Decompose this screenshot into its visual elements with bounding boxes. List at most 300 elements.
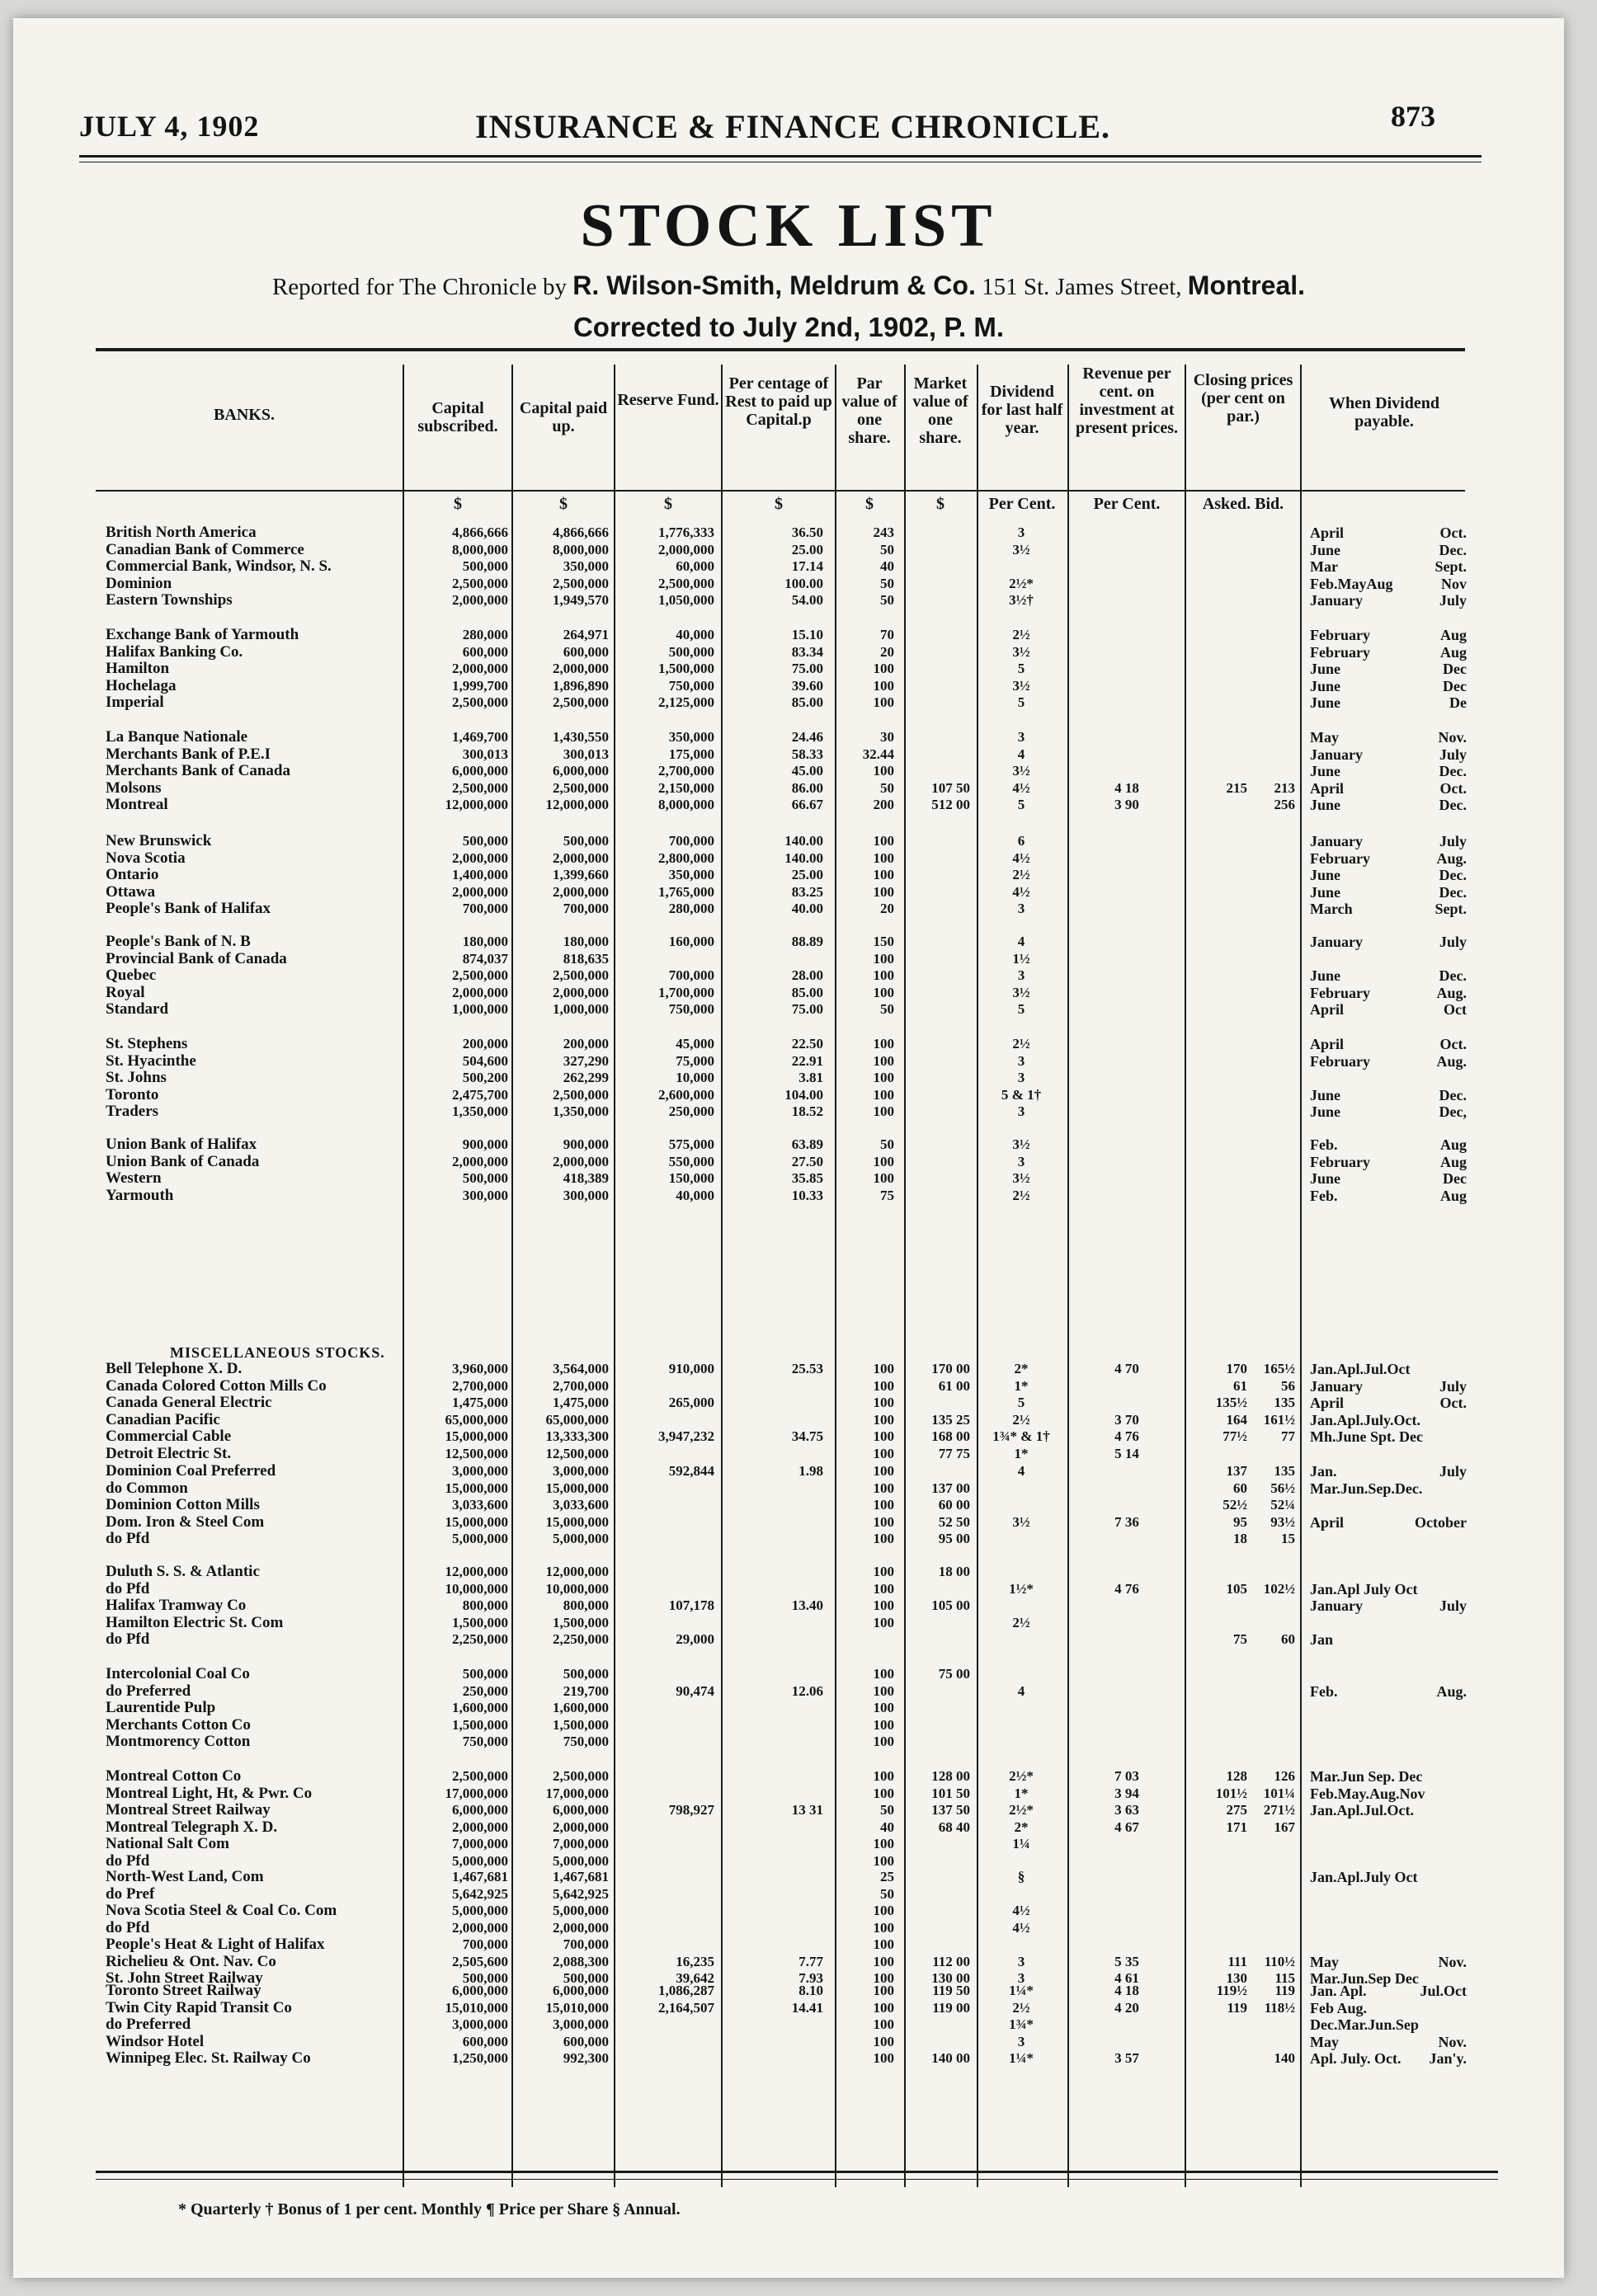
cell-par: 100 <box>873 1666 894 1682</box>
row-name: Twin City Rapid Transit Co <box>106 1998 292 2016</box>
cell-par: 100 <box>873 1153 894 1169</box>
cell-when-2: Dec. <box>1439 541 1467 558</box>
cell-mv: 95 00 <box>938 1531 970 1546</box>
row-name: do Preferred <box>106 1682 191 1700</box>
cell-pc: 104.00 <box>784 1086 823 1103</box>
cell-mv: 128 00 <box>931 1768 970 1784</box>
cell-pc: 27.50 <box>791 1153 823 1169</box>
cell-cs: 2,000,000 <box>452 592 508 608</box>
col-divider <box>1185 365 1186 2187</box>
cell-when-1: June <box>1310 1103 1341 1120</box>
cell-cs: 2,000,000 <box>452 883 508 900</box>
cell-dv: 3½ <box>1012 763 1030 779</box>
cell-when-1: Jan.Apl July Oct <box>1310 1580 1418 1597</box>
cell-dv: 4½ <box>1012 849 1030 866</box>
cell-ask: 128 <box>1226 1768 1247 1784</box>
cell-cp: 1,896,890 <box>553 677 609 694</box>
cell-par: 100 <box>873 1983 894 1998</box>
row-name: St. Stephens <box>106 1035 188 1052</box>
cell-cp: 1,500,000 <box>553 1716 609 1733</box>
cell-ask: 164 <box>1226 1411 1247 1428</box>
cell-when-2: Aug. <box>1436 849 1467 867</box>
cell-when-1: February <box>1310 627 1370 643</box>
row-name: Nova Scotia Steel & Coal Co. Com <box>106 1902 337 1919</box>
cell-dv: 3 <box>1017 1052 1025 1069</box>
cell-when-2: Aug <box>1439 627 1467 643</box>
cell-pc: 58.33 <box>791 746 823 762</box>
cell-cp: 1,600,000 <box>553 1700 609 1715</box>
cell-when-2: De <box>1449 694 1467 711</box>
cell-cp: 818,635 <box>563 950 609 967</box>
cell-pc: 63.89 <box>791 1136 823 1152</box>
cell-dv: 5 & 1† <box>1001 1086 1042 1103</box>
cell-par: 100 <box>873 1564 894 1579</box>
cell-cp: 2,700,000 <box>553 1377 609 1394</box>
cell-ask: 130 <box>1226 1970 1247 1986</box>
cell-cs: 1,500,000 <box>452 1614 508 1630</box>
cell-when-2: Aug <box>1439 643 1467 661</box>
cell-cp: 262,299 <box>563 1070 609 1085</box>
cell-cp: 2,000,000 <box>553 849 609 866</box>
cell-bid: 271½ <box>1263 1802 1295 1818</box>
cell-when-2: July <box>1439 746 1467 763</box>
corrected-date: Corrected to July 2nd, 1902, P. M. <box>572 312 1005 342</box>
row-name: Hamilton <box>106 660 170 677</box>
cell-rf: 1,776,333 <box>658 525 714 540</box>
cell-rf: 550,000 <box>668 1153 714 1169</box>
cell-pc: 12.06 <box>791 1682 823 1699</box>
cell-dv: 2½* <box>1009 575 1034 591</box>
cell-mv: 60 00 <box>938 1497 970 1513</box>
unit-cap-sub: $ <box>454 495 462 513</box>
cell-cp: 264,971 <box>563 627 609 642</box>
cell-when-2: Aug. <box>1436 1052 1467 1070</box>
row-name: Eastern Townships <box>106 591 233 609</box>
cell-when-1: June <box>1310 661 1341 677</box>
cell-ask: 170 <box>1226 1361 1247 1376</box>
row-name: Union Bank of Halifax <box>106 1136 257 1153</box>
cell-pc: 25.00 <box>791 867 823 882</box>
cell-when-1: Mar.Jun.Sep Dec <box>1310 1970 1419 1987</box>
cell-cp: 900,000 <box>563 1136 609 1152</box>
cell-cp: 2,000,000 <box>553 984 609 1000</box>
cell-ask: 215 <box>1226 779 1247 796</box>
row-name: Montreal Cotton Co <box>106 1767 242 1785</box>
cell-when-1: Dec.Mar.Jun.Sep <box>1310 2016 1419 2033</box>
row-name: Intercolonial Coal Co <box>106 1665 250 1682</box>
cell-cp: 2,500,000 <box>553 694 609 710</box>
cell-dv: 3½ <box>1012 643 1030 660</box>
col-divider <box>1300 365 1302 2187</box>
row-name: Ontario <box>106 866 159 883</box>
cell-par: 40 <box>880 1818 894 1835</box>
cell-cp: 15,010,000 <box>545 1999 609 2016</box>
cell-cp: 2,000,000 <box>553 1153 609 1169</box>
cell-rv: 7 03 <box>1114 1768 1139 1784</box>
cell-dv: 2* <box>1014 1361 1029 1376</box>
row-name: Canada Colored Cotton Mills Co <box>106 1376 327 1395</box>
cell-bid: 52¼ <box>1270 1497 1295 1513</box>
cell-mv: 140 00 <box>931 2050 970 2066</box>
cell-cp: 600,000 <box>563 2033 609 2049</box>
cell-ask: 137 <box>1226 1463 1247 1479</box>
cell-when-2: Oct. <box>1439 1395 1467 1411</box>
cell-cs: 2,000,000 <box>452 1818 508 1835</box>
cell-dv: 3 <box>1017 1153 1025 1169</box>
cell-cs: 1,600,000 <box>452 1700 508 1715</box>
cell-when-1: June <box>1310 763 1341 779</box>
cell-dv: 2½* <box>1009 1768 1034 1784</box>
col-head-name: BANKS. <box>214 406 275 424</box>
cell-pc: 1.98 <box>798 1463 823 1479</box>
row-name: Montreal Light, Ht, & Pwr. Co <box>106 1784 313 1802</box>
cell-cs: 6,000,000 <box>452 1802 508 1818</box>
row-name: Bell Telephone X. D. <box>106 1360 243 1377</box>
cell-par: 100 <box>873 1836 894 1851</box>
cell-pc: 39.60 <box>791 677 823 694</box>
cell-when-1: Feb. <box>1310 1136 1338 1153</box>
cell-when-2: Dec <box>1443 677 1467 694</box>
cell-when-2: Dec <box>1443 661 1467 677</box>
cell-dv: § <box>1017 1869 1025 1884</box>
cell-par: 100 <box>873 1480 894 1496</box>
row-name: do Pfd <box>106 1579 150 1597</box>
cell-cs: 1,999,700 <box>452 677 508 694</box>
cell-cp: 350,000 <box>563 558 609 574</box>
cell-ask: 119½ <box>1216 1983 1247 1998</box>
unit-par: $ <box>865 495 874 513</box>
cell-when-2: July <box>1439 934 1467 950</box>
cell-par: 100 <box>873 1070 894 1085</box>
cell-ask: 275 <box>1226 1802 1247 1818</box>
cell-cp: 992,300 <box>563 2050 609 2066</box>
cell-par: 40 <box>880 558 894 574</box>
row-name: Montreal Telegraph X. D. <box>106 1818 278 1836</box>
cell-when-1: June <box>1310 541 1341 558</box>
cell-par: 100 <box>873 1445 894 1461</box>
cell-bid: 126 <box>1274 1768 1295 1784</box>
cell-cs: 750,000 <box>462 1734 508 1749</box>
cell-rf: 2,150,000 <box>658 779 714 796</box>
col-divider <box>904 365 906 2187</box>
row-name: do Common <box>106 1479 188 1497</box>
col-head-market: Market value of one share. <box>912 374 968 447</box>
cell-cp: 418,389 <box>563 1170 609 1186</box>
row-name: Merchants Bank of P.E.I <box>106 745 271 763</box>
cell-par: 243 <box>873 525 894 540</box>
cell-cp: 12,000,000 <box>545 1564 609 1579</box>
cell-when-2: Oct. <box>1439 779 1467 797</box>
col-head-cap-sub: Capital subscribed. <box>417 399 498 435</box>
row-name: Imperial <box>106 694 164 711</box>
unit-cap-paid: $ <box>559 495 568 513</box>
cell-cp: 1,000,000 <box>553 1001 609 1017</box>
cell-rf: 1,500,000 <box>658 661 714 676</box>
cell-cp: 2,500,000 <box>553 575 609 591</box>
row-name: Montmorency Cotton <box>106 1733 251 1750</box>
cell-par: 50 <box>880 541 894 558</box>
cell-when-1: January <box>1310 1597 1364 1614</box>
cell-pc: 85.00 <box>791 694 823 710</box>
cell-pc: 13 31 <box>791 1802 823 1818</box>
cell-par: 100 <box>873 1395 894 1410</box>
cell-when-2: July <box>1439 833 1467 849</box>
cell-dv: 3 <box>1017 525 1025 540</box>
cell-mv: 68 40 <box>938 1818 970 1835</box>
cell-cp: 219,700 <box>563 1682 609 1699</box>
cell-par: 50 <box>880 575 894 591</box>
cell-cs: 12,500,000 <box>445 1445 508 1461</box>
cell-cp: 750,000 <box>563 1734 609 1749</box>
cell-dv: 5 <box>1017 1001 1025 1017</box>
cell-pc: 100.00 <box>784 575 823 591</box>
row-name: La Banque Nationale <box>106 728 248 746</box>
cell-when-2: Dec. <box>1439 763 1467 779</box>
row-name: Dom. Iron & Steel Com <box>106 1513 265 1531</box>
cell-cp: 327,290 <box>563 1052 609 1069</box>
cell-pc: 24.46 <box>791 729 823 745</box>
cell-when-1: April <box>1310 1395 1345 1411</box>
cell-cs: 2,505,600 <box>452 1953 508 1969</box>
cell-cp: 6,000,000 <box>553 763 609 779</box>
cell-rv: 3 94 <box>1114 1785 1139 1801</box>
row-name: New Brunswick <box>106 832 212 849</box>
cell-cs: 5,000,000 <box>452 1852 508 1869</box>
cell-rf: 350,000 <box>668 867 714 882</box>
cell-when-1: April <box>1310 779 1345 797</box>
cell-par: 100 <box>873 1428 894 1444</box>
cell-cs: 2,000,000 <box>452 661 508 676</box>
cell-rf: 40,000 <box>676 1187 714 1203</box>
cell-cp: 200,000 <box>563 1036 609 1052</box>
cell-pc: 140.00 <box>784 849 823 866</box>
cell-par: 100 <box>873 1497 894 1513</box>
cell-cp: 2,500,000 <box>553 967 609 983</box>
cell-when-2: Aug <box>1439 1136 1467 1153</box>
cell-rv: 5 35 <box>1114 1953 1139 1969</box>
cell-dv: 6 <box>1017 833 1025 849</box>
cell-dv: 1* <box>1014 1445 1029 1461</box>
cell-par: 25 <box>880 1869 894 1884</box>
cell-dv: 3 <box>1017 1953 1025 1969</box>
cell-when-2: Jul.Oct <box>1420 1983 1467 1999</box>
cell-when-1: May <box>1310 2033 1339 2050</box>
cell-par: 100 <box>873 1903 894 1918</box>
cell-cs: 300,000 <box>462 1187 508 1203</box>
cell-rf: 1,700,000 <box>658 984 714 1000</box>
row-name: North-West Land, Com <box>106 1868 264 1885</box>
cell-when-1: Mar.Jun Sep. Dec <box>1310 1768 1423 1785</box>
subtitle-address: 151 St. James Street, <box>982 274 1182 300</box>
cell-pc: 66.67 <box>791 797 823 812</box>
cell-rf: 1,086,287 <box>658 1983 714 1998</box>
cell-rv: 4 76 <box>1114 1428 1139 1444</box>
cell-cp: 300,013 <box>563 746 609 762</box>
cell-pc: 75.00 <box>791 1001 823 1017</box>
cell-cp: 600,000 <box>563 643 609 660</box>
cell-rf: 350,000 <box>668 729 714 745</box>
cell-when-1: February <box>1310 849 1370 867</box>
cell-dv: 2½ <box>1012 1036 1030 1052</box>
cell-ask: 105 <box>1226 1580 1247 1597</box>
cell-par: 100 <box>873 1597 894 1613</box>
cell-par: 100 <box>873 1970 894 1986</box>
cell-cp: 500,000 <box>563 833 609 849</box>
cell-when-1: Apl. July. Oct. <box>1310 2050 1401 2067</box>
row-name: Toronto Street Railway <box>106 1982 261 1999</box>
unit-market: $ <box>936 495 945 513</box>
cell-bid: 135 <box>1274 1463 1295 1479</box>
col-divider <box>977 365 978 2187</box>
cell-when-2: July <box>1439 1597 1467 1614</box>
cell-bid: 56½ <box>1270 1480 1295 1496</box>
cell-pc: 40.00 <box>791 901 823 916</box>
cell-when-2: Dec, <box>1439 1103 1467 1120</box>
col-head-dividend: Dividend for last half year. <box>981 383 1063 437</box>
cell-dv: 5 <box>1017 1395 1025 1410</box>
cell-rv: 4 70 <box>1114 1361 1139 1376</box>
cell-bid: 15 <box>1281 1531 1295 1546</box>
cell-cs: 900,000 <box>462 1136 508 1152</box>
cell-rf: 2,000,000 <box>658 541 714 558</box>
cell-cs: 10,000,000 <box>445 1580 508 1597</box>
cell-when-2: Aug <box>1439 1187 1467 1204</box>
cell-bid: 102½ <box>1263 1580 1295 1597</box>
cell-rv: 3 70 <box>1114 1411 1139 1428</box>
cell-rf: 2,164,507 <box>658 1999 714 2016</box>
cell-par: 100 <box>873 1999 894 2016</box>
cell-dv: 1¼* <box>1009 1983 1034 1998</box>
cell-rv: 3 90 <box>1114 797 1139 812</box>
table-bottom-rule <box>96 2171 1498 2173</box>
cell-cs: 1,467,681 <box>452 1869 508 1884</box>
cell-pc: 88.89 <box>791 934 823 949</box>
cell-cs: 300,013 <box>462 746 508 762</box>
cell-cs: 500,200 <box>462 1070 508 1085</box>
cell-cs: 8,000,000 <box>452 541 508 558</box>
cell-cs: 2,500,000 <box>452 967 508 983</box>
unit-pct: $ <box>775 495 783 513</box>
cell-pc: 75.00 <box>791 661 823 676</box>
cell-when-1: January <box>1310 592 1364 609</box>
row-name: do Pfd <box>106 1630 150 1648</box>
cell-cp: 17,000,000 <box>545 1785 609 1801</box>
row-name: Ottawa <box>106 882 156 901</box>
cell-when-1: February <box>1310 643 1370 661</box>
row-name: Yarmouth <box>106 1186 174 1204</box>
cell-pc: 8.10 <box>798 1983 823 1998</box>
cell-cs: 2,700,000 <box>452 1377 508 1394</box>
row-name: Halifax Banking Co. <box>106 642 243 661</box>
cell-dv: 4 <box>1017 746 1025 762</box>
cell-cs: 600,000 <box>462 643 508 660</box>
col-head-cap-paid: Capital paid up. <box>519 399 608 435</box>
cell-dv: 1* <box>1014 1785 1029 1801</box>
cell-when-2: Dec. <box>1439 967 1467 984</box>
cell-pc: 36.50 <box>791 525 823 540</box>
cell-rf: 798,927 <box>668 1802 714 1818</box>
cell-when-1: April <box>1310 1513 1345 1531</box>
cell-par: 32.44 <box>862 746 894 762</box>
cell-mv: 168 00 <box>931 1428 970 1444</box>
cell-cs: 15,000,000 <box>445 1428 508 1444</box>
cell-bid: 135 <box>1274 1395 1295 1410</box>
cell-mv: 75 00 <box>938 1666 970 1682</box>
cell-par: 100 <box>873 1361 894 1376</box>
cell-when-2: July <box>1439 592 1467 609</box>
cell-par: 100 <box>873 2033 894 2049</box>
cell-par: 100 <box>873 1103 894 1119</box>
cell-when-1: February <box>1310 984 1370 1001</box>
col-head-when: When Dividend payable. <box>1329 394 1439 430</box>
cell-cp: 15,000,000 <box>545 1513 609 1530</box>
cell-cs: 500,000 <box>462 1666 508 1682</box>
row-name: St. John Street Railway <box>106 1969 263 1987</box>
cell-cs: 500,000 <box>462 558 508 574</box>
cell-mv: 135 25 <box>931 1411 970 1428</box>
cell-when-1: February <box>1310 1052 1370 1070</box>
cell-mv: 137 00 <box>931 1480 970 1496</box>
cell-pc: 34.75 <box>791 1428 823 1444</box>
cell-par: 50 <box>880 779 894 796</box>
cell-cs: 6,000,000 <box>452 763 508 779</box>
cell-cp: 700,000 <box>563 901 609 916</box>
cell-cs: 1,000,000 <box>452 1001 508 1017</box>
cell-rf: 60,000 <box>676 558 714 574</box>
cell-rv: 4 67 <box>1114 1818 1139 1835</box>
cell-when-1: June <box>1310 694 1341 711</box>
cell-cp: 13,333,300 <box>545 1428 609 1444</box>
header-publication: INSURANCE & FINANCE CHRONICLE. <box>475 108 1111 145</box>
subtitle <box>13 271 1564 301</box>
cell-when-1: June <box>1310 867 1341 883</box>
cell-cp: 2,500,000 <box>553 1768 609 1784</box>
cell-dv: 4½ <box>1012 1903 1030 1918</box>
cell-when-2: Oct <box>1444 1001 1467 1018</box>
cell-cs: 280,000 <box>462 627 508 642</box>
cell-dv: 2½ <box>1012 627 1030 642</box>
cell-rv: 3 63 <box>1114 1802 1139 1818</box>
cell-when-2: July <box>1439 1377 1467 1395</box>
cell-par: 100 <box>873 950 894 967</box>
cell-dv: 2½ <box>1012 1999 1030 2016</box>
cell-cs: 800,000 <box>462 1597 508 1613</box>
cell-when-1: June <box>1310 883 1341 901</box>
cell-when-2: Aug. <box>1436 1682 1467 1700</box>
cell-pc: 83.25 <box>791 883 823 900</box>
cell-cs: 2,000,000 <box>452 984 508 1000</box>
cell-rf: 8,000,000 <box>658 797 714 812</box>
cell-par: 30 <box>880 729 894 745</box>
cell-dv: 3 <box>1017 1070 1025 1085</box>
cell-when-1: May <box>1310 1953 1339 1970</box>
cell-dv: 4½ <box>1012 1919 1030 1936</box>
cell-when-2: Nov. <box>1438 729 1467 746</box>
cell-rf: 75,000 <box>676 1052 714 1069</box>
cell-pc: 7.77 <box>798 1953 823 1969</box>
row-name: Exchange Bank of Yarmouth <box>106 626 299 643</box>
row-name: St. Johns <box>106 1069 167 1086</box>
cell-cs: 700,000 <box>462 1936 508 1952</box>
cell-when-2: Dec. <box>1439 797 1467 813</box>
cell-ask: 60 <box>1233 1480 1247 1496</box>
cell-when-2: Aug <box>1439 1153 1467 1170</box>
cell-cp: 12,500,000 <box>545 1445 609 1461</box>
cell-par: 100 <box>873 1170 894 1186</box>
cell-dv: 3 <box>1017 1970 1025 1986</box>
cell-mv: 61 00 <box>938 1377 970 1394</box>
row-name: Canada General Electric <box>106 1394 272 1411</box>
